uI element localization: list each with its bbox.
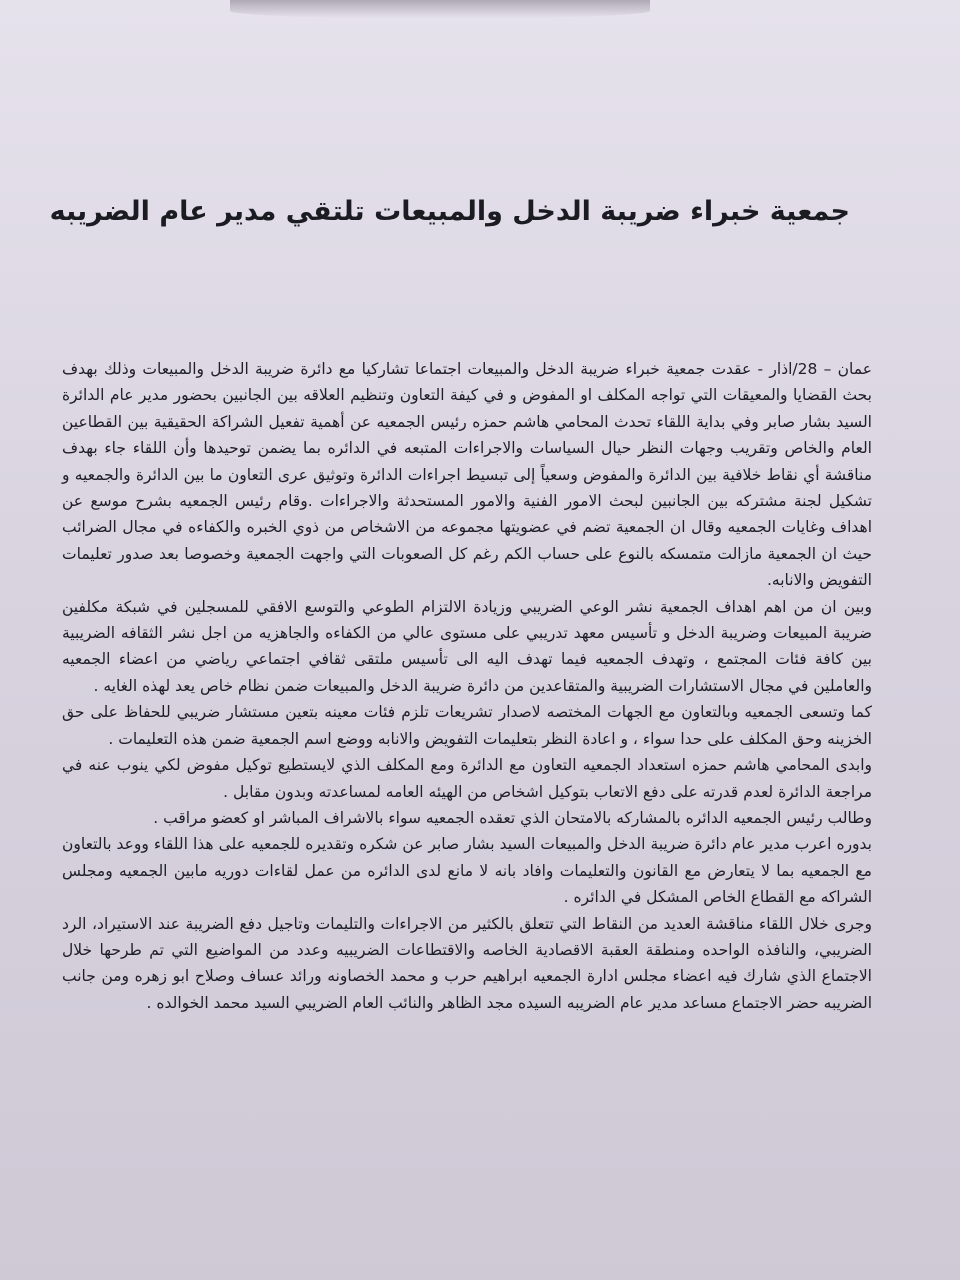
paragraph-cooperation: وابدى المحامي هاشم حمزه استعداد الجمعيه التعاون مع الدائرة ومع المكلف الذي لايستطيع توكيل مفوض لكي ينوب عنه في مراجعة الدائرة لعدم قدرته على دفع الاتعاب بتوكيل اشخاص من الهيئه العامه لمساعدته وبدون مقابل .	[62, 756, 872, 801]
paragraph-director-response: بدوره اعرب مدير عام دائرة ضريبة الدخل والمبيعات السيد بشار صابر عن شكره وتقديره للجمعيه على هذا اللقاء ووعد بالتعاون مع الجمعيه بما لا يتعارض مع القانون والتعليمات وافاد بانه لا مانع لدى الدائره من عمل لقاءات دوريه مابين الجمعيه ومجلس الشراكه مع القطاع الخاص المشكل في الدائره .	[62, 835, 872, 907]
paragraph-discussion: وجرى خلال اللقاء مناقشة العديد من النقاط التي تتعلق بالكثير من الاجراءات والتليمات وتاجيل دفع الضريبة عند الاستيراد، الرد الضريبي، والنافذه الواحده ومنطقة العقبة الاقصادية الخاصه والاقتطاعات الضريبيه وعدد من المواضيع التي تم طرحها خلال الاجتماع الذي شارك فيه اعضاء مجلس ادارة الجمعيه ابراهيم حرب و محمد الخصاونه ورائد عساف وصلاح ابو زهره ومن جانب الضريبه حضر الاجتماع مساعد مدير عام الضريبه السيده مجد الظاهر والنائب العام الضريبي السيد محمد الخوالده .	[62, 914, 872, 1012]
page-title: جمعية خبراء ضريبة الدخل والمبيعات تلتقي مدير عام الضريبه	[49, 196, 850, 227]
paragraph-legislation: كما وتسعى الجمعيه وبالتعاون مع الجهات المختصه لاصدار تشريعات تلزم فئات معينه بتعين مستشار ضريبي للحفاظ على حق الخزينه وحق المكلف على حدا سواء ، و اعادة النظر بتعليمات التفويض والانابه ووضع اسم الجمعية ضمن هذه التعليمات .	[62, 703, 872, 748]
article-body	[62, 356, 872, 1016]
paragraph-goals: وبين ان من اهم اهداف الجمعية نشر الوعي الضريبي وزيادة الالتزام الطوعي والتوسع الافقي للمسجلين في شبكة مكلفين ضريبة المبيعات وضريبة الدخل و تأسيس معهد تدريبي على مستوى عالي من الكفاءه والجاهزيه من اجل نشر الثقافه الضريبية بين كافة فئات المجتمع ، وتهدف الجمعيه فيما تهدف اليه الى تأسيس ملتقى ثقافي اجتماعي رياضي من اعضاء الجمعيه والعاملين في مجال الاستشارات الضريبية والمتقاعدين من دائرة ضريبة الدخل والمبيعات ضمن نظام خاص يعد لهذه الغايه .	[62, 597, 872, 695]
paragraph-exam: وطالب رئيس الجمعيه الدائره بالمشاركه بالامتحان الذي تعقده الجمعيه سواء بالاشراف المباشر او كعضو مراقب .	[153, 808, 872, 827]
paragraph-intro: عمان – 28/اذار - عقدت جمعية خبراء ضريبة الدخل والمبيعات اجتماعا تشاركيا مع دائرة ضريبة الدخل والمبيعات وذلك بهدف بحث القضايا والمعيقات التي تواجه المكلف او المفوض و في كيفة التعاون وتنظيم العلاقه بين الجانبين بحضور مدير عام الدائرة السيد بشار صابر وفي بداية اللقاء تحدث المحامي هاشم حمزه رئيس الجمعيه عن أهمية تفعيل الشراكة الحقيقية بين القطاعين العام والخاص وتقريب وجهات النظر حيال السياسات والاجراءات المتبعه في الدائره بما يضمن توحيدها وأن اللقاء جاء بهدف مناقشة أي نقاط خلافية بين الدائرة والمفوض وسعياً إلى تبسيط اجراءات الدائرة وتوثيق عرى التعاون ما بين الدائرة والجمعيه و تشكيل لجنة مشتركه بين الجانبين لبحث الامور الفنية والامور المستحدثة والاجراءات .وقام رئيس الجمعيه بشرح موسع عن اهداف وغايات الجمعيه وقال ان الجمعية تضم في عضويتها مجموعه من الاشخاص من ذوي الخبره والكفاءه في مجال الضرائب حيث ان الجمعية مازالت متمسكه بالنوع على حساب الكم رغم كل الصعوبات التي واجهت الجمعية وخصوصا بعد صدور تعليمات التفويض والانابه.	[62, 360, 872, 590]
page-edge-shadow	[230, 0, 650, 18]
